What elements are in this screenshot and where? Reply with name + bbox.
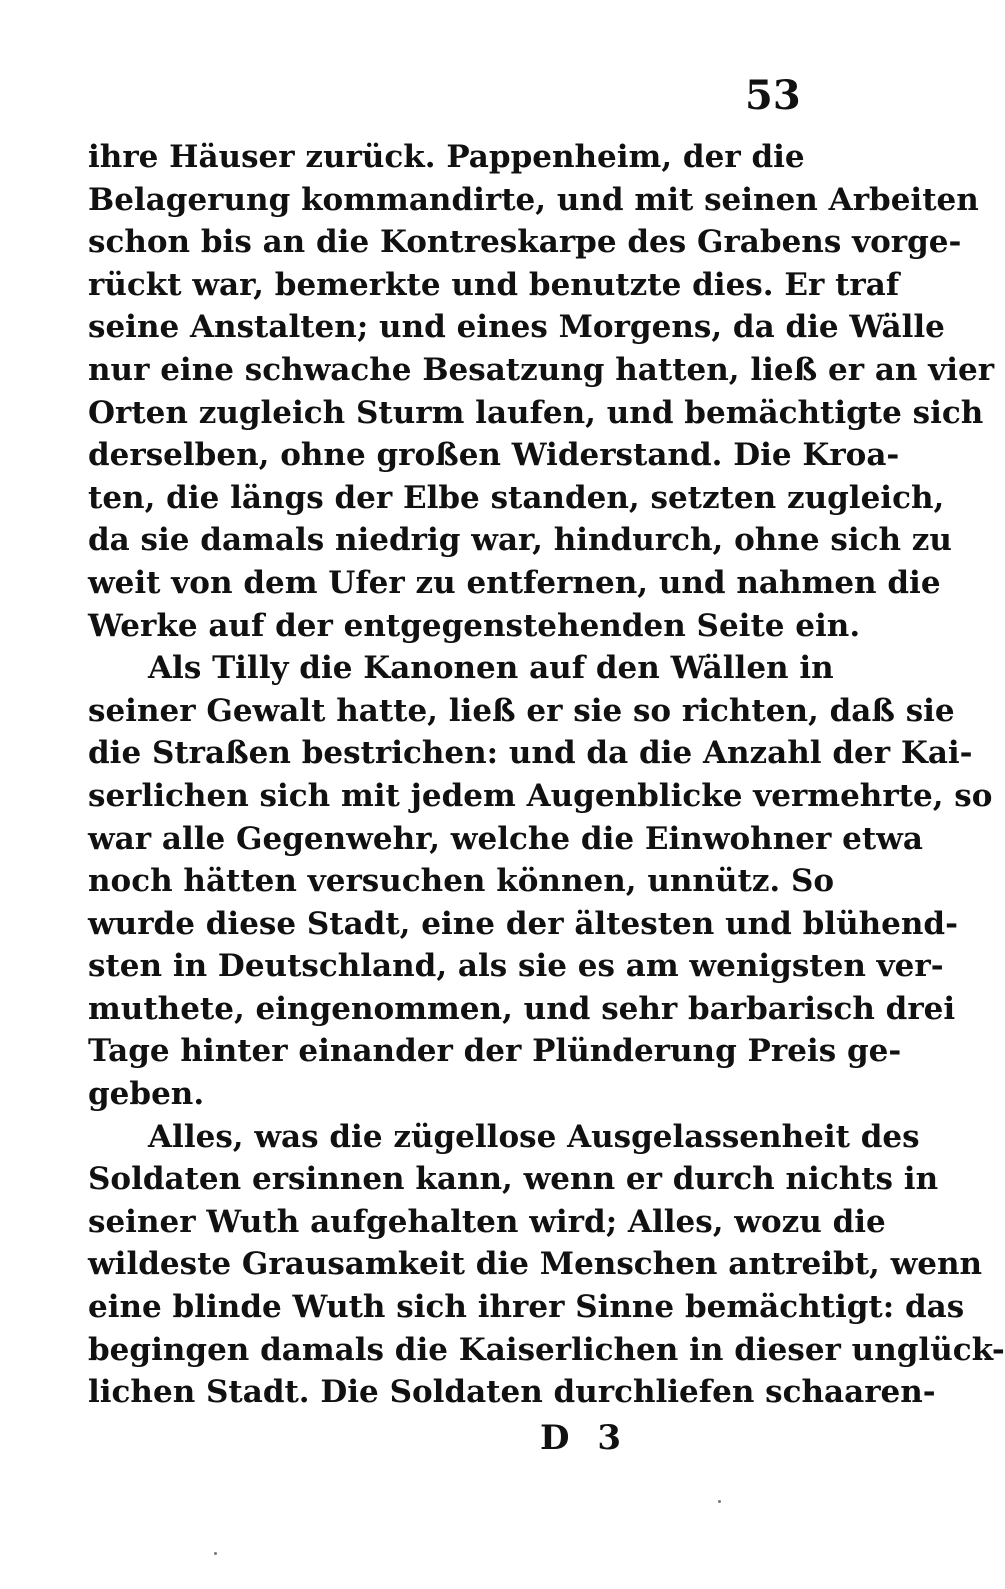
paper-speck [718,1500,721,1503]
paragraph-start-line: Alles, was die zügellose Ausgelassenheit des [148,1118,920,1155]
text-line: nur eine schwache Besatzung hatten, ließ er an vier [88,351,995,388]
text-line: Tage hinter einander der Plünderung Preis ge- [88,1033,902,1070]
text-line: Soldaten ersinnen kann, wenn er durch nichts in [88,1161,939,1198]
text-line: geben. [88,1076,205,1113]
page-number: 53 [745,72,801,119]
text-line: lichen Stadt. Die Soldaten durchliefen schaaren- [88,1374,936,1411]
text-line: seiner Wuth aufgehalten wird; Alles, wozu die [88,1203,886,1240]
text-line: Werke auf der entgegenstehenden Seite ein. [88,607,861,644]
paragraph-start-line: Als Tilly die Kanonen auf den Wällen in [148,650,834,687]
body-text [88,136,1005,1414]
text-line: eine blinde Wuth sich ihrer Sinne bemächtigt: das [88,1289,965,1326]
text-line: rückt war, bemerkte und benutzte dies. Er traf [88,266,900,303]
signature-mark: D 3 [540,1418,629,1458]
text-line: ihre Häuser zurück. Pappenheim, der die [88,139,805,175]
text-line: seiner Gewalt hatte, ließ er sie so richten, daß sie [88,692,955,729]
text-line: derselben, ohne großen Widerstand. Die Kroa- [88,437,900,474]
text-line: serlichen sich mit jedem Augenblicke vermehrte, so [88,777,993,814]
paper-speck [214,1552,217,1555]
text-line: ten, die längs der Elbe standen, setzten zugleich, [88,479,945,516]
text-line: sten in Deutschland, als sie es am wenigsten ver- [88,948,944,985]
text-line: noch hätten versuchen können, unnütz. So [88,863,835,900]
text-line: Orten zugleich Sturm laufen, und bemächtigte sich [88,394,984,431]
text-line: wildeste Grausamkeit die Menschen antreibt, wenn [88,1246,983,1283]
text-line: weit von dem Ufer zu entfernen, und nahmen die [88,564,941,601]
text-line: war alle Gegenwehr, welche die Einwohner etwa [88,820,923,857]
text-line: schon bis an die Kontreskarpe des Grabens vorge- [88,224,962,261]
text-line: begingen damals die Kaiserlichen in dieser unglück- [88,1331,1005,1368]
text-line: muthete, eingenommen, und sehr barbarisch drei [88,990,956,1027]
text-line: da sie damals niedrig war, hindurch, ohne sich zu [88,522,952,559]
text-line: die Straßen bestrichen: und da die Anzahl der Kai- [88,735,973,772]
text-line: wurde diese Stadt, eine der ältesten und blühend- [88,905,958,942]
text-line: seine Anstalten; und eines Morgens, da die Wälle [88,309,945,346]
text-line: Belagerung kommandirte, und mit seinen Arbeiten [88,181,979,218]
